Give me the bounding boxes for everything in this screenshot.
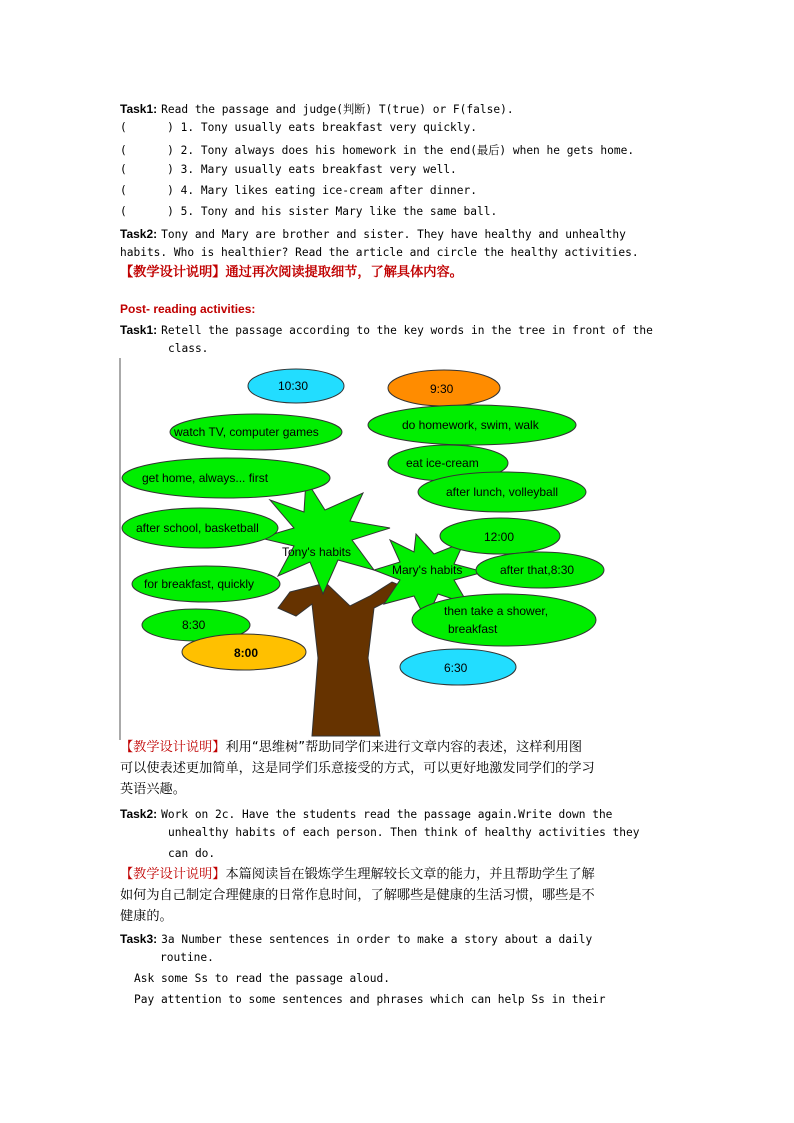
blob-shower (412, 594, 596, 646)
note-text: 英语兴趣。 (120, 782, 186, 797)
judge-text: 5. Tony and his sister Mary like the same ball. (180, 205, 498, 218)
task3-line-3: Ask some Ss to read the passage aloud. (134, 972, 390, 985)
blob-text: 8:30 (182, 618, 206, 632)
post-task2-heading: Task2: (120, 807, 158, 821)
post-task2-text: Work on 2c. Have the students read the passage again.Write down the (161, 808, 613, 821)
blob-after-school (122, 508, 278, 548)
blob-text: 10:30 (278, 379, 309, 393)
tony-star (260, 480, 390, 594)
task2-line-1 (120, 225, 626, 243)
blob-text: then take a shower, (444, 604, 549, 618)
judge-text: 1. Tony usually eats breakfast very quickly. (180, 121, 478, 134)
post-reading-heading: Post- reading activities: (120, 302, 256, 316)
judge-text: 3. Mary usually eats breakfast very well. (180, 163, 457, 176)
design-note-1 (120, 262, 640, 283)
post-task2-line-2: unhealthy habits of each person. Then think of healthy activities they (168, 826, 640, 839)
task3-heading: Task3: (120, 932, 158, 946)
blob-after-lunch (418, 472, 586, 512)
blob-text: get home, always... first (142, 471, 269, 485)
blob-1030 (248, 369, 344, 403)
task2-line-2: habits. Who is healthier? Read the article and circle the healthy activities. (120, 246, 639, 259)
design-note-2 (120, 737, 640, 800)
judge-item-5 (120, 205, 497, 218)
post-task1-line-2: class. (168, 342, 209, 355)
answer-blank: ( ) (120, 205, 174, 218)
post-task1-heading: Task1: (120, 323, 158, 337)
blob-text: after lunch, volleyball (446, 485, 559, 499)
blob-text: 8:00 (234, 646, 259, 660)
blob-text: for breakfast, quickly (144, 577, 255, 591)
note-text: 通过再次阅读提取细节，了解具体内容。 (225, 265, 463, 280)
blob-text: 6:30 (444, 661, 468, 675)
task3-line-4: Pay attention to some sentences and phrases which can help Ss in their (134, 993, 606, 1006)
blob-text: 12:00 (484, 530, 515, 544)
judge-item-2 (120, 142, 634, 158)
judge-item-1 (120, 121, 477, 134)
note-text: 利用“思维树”帮助同学们来进行文章内容的表述，这样利用图 (225, 740, 583, 755)
judge-text: 2. Tony always does his homework in the end(最后) when he gets home. (180, 144, 635, 157)
blob-do-homework (368, 405, 576, 445)
blob-watch-tv (170, 414, 342, 450)
note-tag: 【教学设计说明】 (120, 265, 226, 280)
post-task1-text: Retell the passage according to the key words in the tree in front of the (161, 324, 653, 337)
blob-1200 (440, 518, 560, 554)
answer-blank: ( ) (120, 163, 174, 176)
answer-blank: ( ) (120, 121, 174, 134)
task2-heading: Task2: (120, 227, 158, 241)
task1-instruction: Read the passage and judge(判断) T(true) or F(false). (161, 103, 514, 116)
task3-line-2: routine. (160, 951, 214, 964)
judge-item-3 (120, 163, 457, 176)
design-note-3 (120, 864, 640, 927)
blob-800 (182, 634, 306, 670)
task2-text: Tony and Mary are brother and sister. They have healthy and unhealthy (161, 228, 626, 241)
blob-630 (400, 649, 516, 685)
blob-text: watch TV, computer games (174, 425, 319, 439)
tony-habits-label: Tony's habits (282, 545, 351, 559)
blob-930 (388, 370, 500, 406)
answer-blank: ( ) (120, 144, 174, 157)
task3-text: 3a Number these sentences in order to make a story about a daily (161, 933, 593, 946)
note-text: 健康的。 (120, 909, 173, 924)
blob-text: 9:30 (430, 382, 454, 396)
blob-text: breakfast (448, 622, 498, 636)
note-tag: 【教学设计说明】 (120, 867, 226, 882)
note-tag: 【教学设计说明】 (120, 740, 226, 755)
post-task2-line-1 (120, 805, 612, 823)
thinking-tree-figure (118, 358, 608, 740)
judge-item-4 (120, 184, 477, 197)
task1-heading: Task1: (120, 102, 158, 116)
task1-line (120, 100, 514, 118)
mary-habits-label: Mary's habits (392, 563, 463, 577)
judge-text: 4. Mary likes eating ice-cream after dinner. (180, 184, 478, 197)
post-task2-line-3: can do. (168, 847, 216, 860)
blob-for-breakfast (132, 566, 280, 602)
note-text: 本篇阅读旨在锻炼学生理解较长文章的能力，并且帮助学生了解 (225, 867, 595, 882)
task3-line-1 (120, 930, 592, 948)
answer-blank: ( ) (120, 184, 174, 197)
note-text: 可以使表述更加简单，这是同学们乐意接受的方式，可以更好地激发同学们的学习 (120, 761, 595, 776)
blob-text: after school, basketball (136, 521, 259, 535)
blob-get-home (122, 458, 330, 498)
blob-after-that (476, 552, 604, 588)
blob-text: after that,8:30 (500, 563, 575, 577)
blob-text: do homework, swim, walk (402, 418, 539, 432)
post-task1-line-1 (120, 321, 653, 339)
blob-text: eat ice-cream (406, 456, 479, 470)
note-text: 如何为自己制定合理健康的日常作息时间，了解哪些是健康的生活习惯，哪些是不 (120, 888, 595, 903)
